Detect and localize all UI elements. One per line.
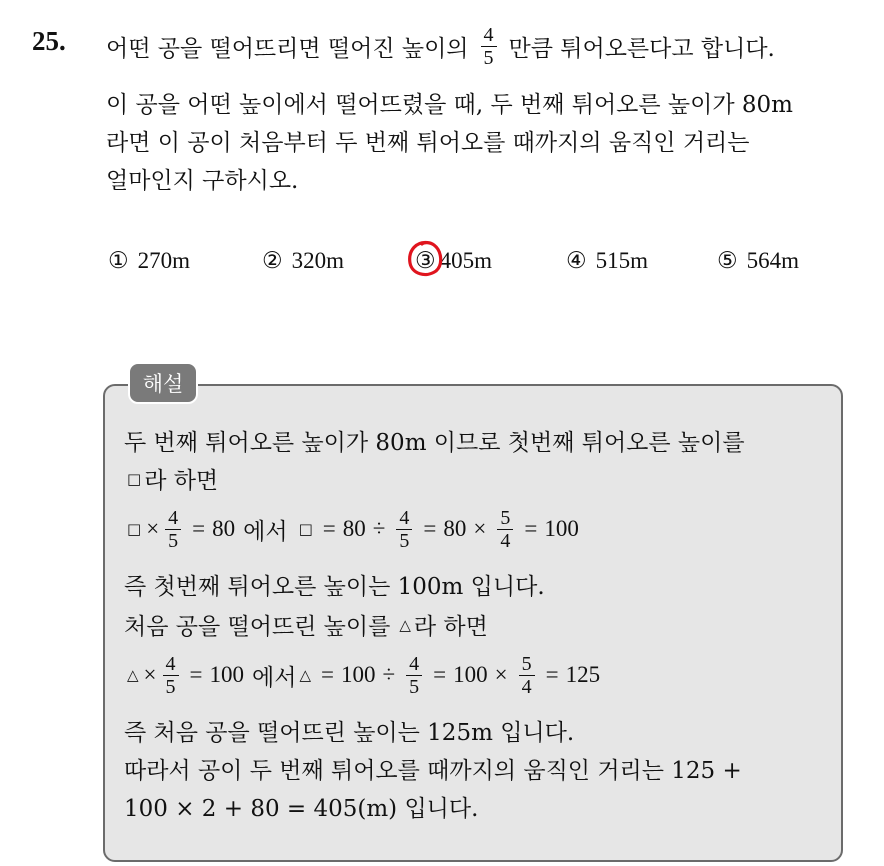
solution-line-1: 두 번째 튀어오른 높이가 80m 이므로 첫번째 튀어오른 높이를 — [124, 430, 745, 456]
question-line-2: 이 공을 어떤 높이에서 떨어뜨렸을 때, 두 번째 튀어오른 높이가 80m — [106, 92, 793, 118]
square-symbol: □ — [298, 520, 313, 538]
solution-line-4: 즉 첫번째 튀어오른 높이는 100m 입니다. — [124, 574, 545, 600]
question-text-part: 만큼 튀어오른다고 합니다. — [508, 36, 775, 62]
choice-number: ① — [108, 248, 129, 273]
choice-value: 564m — [746, 248, 800, 273]
choice-2[interactable] — [262, 248, 344, 274]
times-operator: × — [146, 516, 160, 541]
solution-tab: 해설 — [128, 362, 198, 404]
solution-line-5 — [124, 608, 488, 641]
fraction-four-fifths: $\frac{4}{5}$ — [163, 653, 179, 698]
solution-text: 라 하면 — [144, 468, 219, 494]
choice-value: 405m — [439, 248, 493, 273]
choice-value: 320m — [291, 248, 345, 273]
solution-text: 라 하면 — [413, 614, 488, 640]
solution-equation-1: □ × $\frac{4}{5}$ = 80 에서 □ = 80 ÷ $\frac{4}{5}$ = 80 × $\frac{5}{4}$ = 100 — [127, 506, 579, 552]
triangle-symbol: △ — [299, 666, 311, 684]
fraction-five-fourths: $\frac{5}{4}$ — [497, 507, 513, 552]
answer-circle-icon — [406, 239, 444, 279]
question-line-1 — [106, 24, 775, 69]
solution-line-8: 따라서 공이 두 번째 튀어오를 때까지의 움직인 거리는 125 + — [124, 758, 742, 784]
choice-number: ③ — [415, 248, 436, 274]
fraction-five-fourths: $\frac{5}{4}$ — [519, 653, 535, 698]
solution-text: 에서 — [252, 664, 297, 691]
divide-operator: ÷ — [372, 516, 386, 541]
fraction-numerator: 4 — [481, 24, 497, 47]
answer-choices — [0, 248, 884, 284]
choice-value: 515m — [595, 248, 649, 273]
solution-line-7: 즉 처음 공을 떨어뜨린 높이는 125m 입니다. — [124, 720, 575, 746]
fraction-four-fifths: $\frac{4}{5}$ — [396, 507, 412, 552]
fraction-four-fifths: $\frac{4}{5}$ — [165, 507, 181, 552]
choice-number: ② — [262, 248, 283, 273]
question-line-3: 라면 이 공이 처음부터 두 번째 튀어오를 때까지의 움직인 거리는 — [106, 130, 750, 156]
solution-equation-2: △ × $\frac{4}{5}$ = 100 에서 △ = 100 ÷ $\frac{4}{5}$ = 100 × $\frac{5}{4}$ = 125 — [127, 652, 601, 698]
choice-3[interactable] — [415, 248, 492, 274]
solution-line-9: 100 × 2 + 80 = 405(m) 입니다. — [124, 796, 479, 822]
equals-operator: = — [192, 516, 206, 541]
choice-4[interactable] — [566, 248, 648, 274]
solution-text: 처음 공을 떨어뜨린 높이를 — [124, 614, 391, 640]
solution-text: 에서 — [243, 518, 288, 545]
fraction-denominator: 5 — [483, 47, 494, 69]
triangle-symbol: △ — [127, 666, 139, 684]
question-line-4: 얼마인지 구하시오. — [106, 168, 299, 194]
square-symbol: □ — [127, 469, 142, 488]
choice-value: 270m — [137, 248, 191, 273]
choice-number: ④ — [566, 248, 587, 273]
choice-1[interactable] — [108, 248, 190, 274]
question-number: 25. — [32, 26, 66, 56]
triangle-symbol: △ — [399, 615, 411, 634]
question-text-part: 어떤 공을 떨어뜨리면 떨어진 높이의 — [106, 36, 469, 62]
solution-line-2 — [124, 462, 218, 495]
square-symbol: □ — [127, 520, 142, 538]
fraction-four-fifths — [481, 24, 497, 69]
fraction-four-fifths: $\frac{4}{5}$ — [406, 653, 422, 698]
choice-number: ⑤ — [717, 248, 738, 273]
choice-5[interactable] — [717, 248, 799, 274]
